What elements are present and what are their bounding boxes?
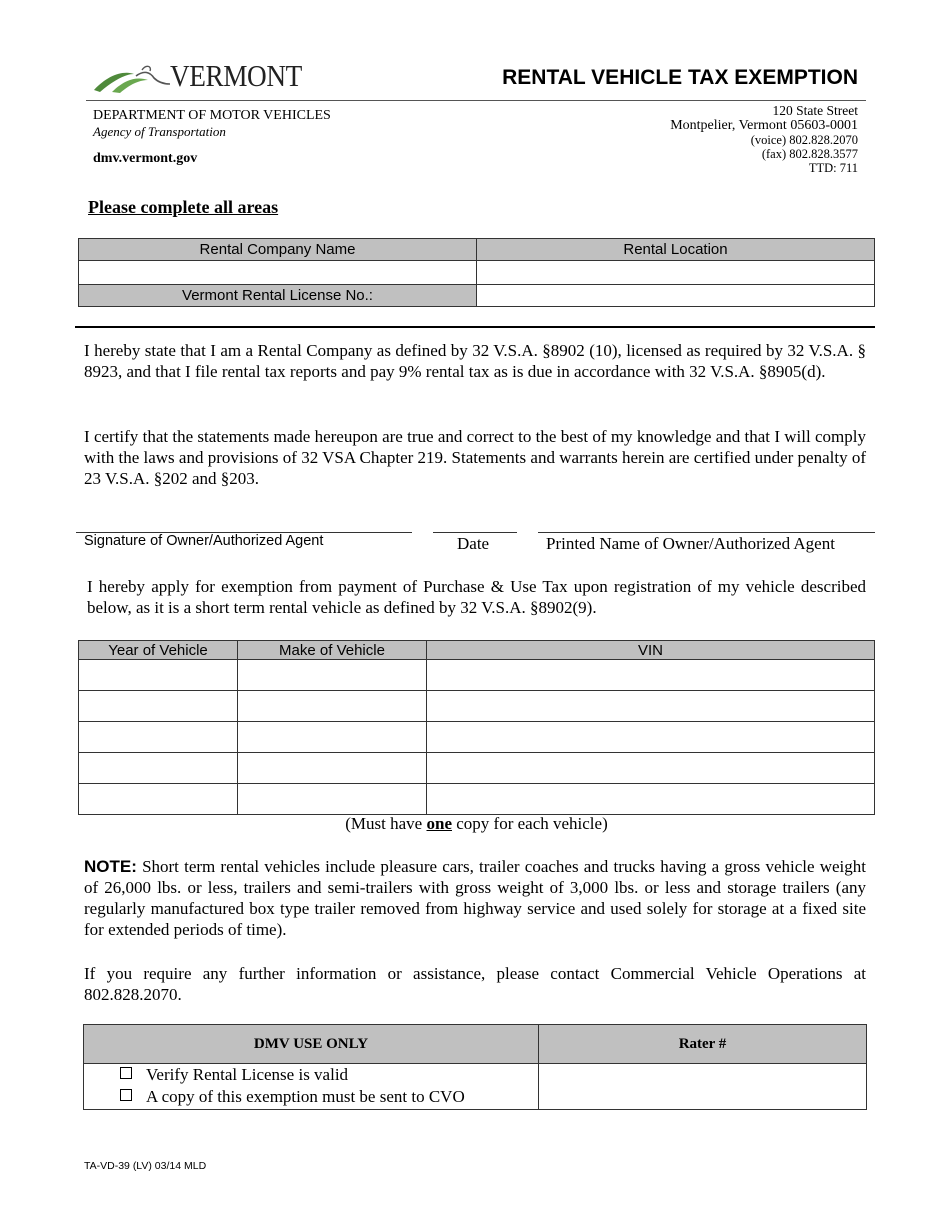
vin-cell[interactable] bbox=[427, 753, 875, 784]
address-block bbox=[670, 103, 858, 175]
form-title: RENTAL VEHICLE TAX EXEMPTION bbox=[502, 66, 858, 89]
year-cell[interactable] bbox=[79, 784, 238, 815]
license-number-field[interactable] bbox=[477, 285, 875, 307]
printed-name-label: Printed Name of Owner/Authorized Agent bbox=[546, 534, 835, 553]
year-cell[interactable] bbox=[79, 722, 238, 753]
agency-name: Agency of Transportation bbox=[93, 124, 226, 139]
signature-label: Signature of Owner/Authorized Agent bbox=[84, 533, 324, 549]
table-row bbox=[79, 722, 875, 753]
logo-wordmark: VERMONT bbox=[170, 58, 302, 93]
make-cell[interactable] bbox=[238, 784, 427, 815]
dmv-use-table bbox=[83, 1024, 867, 1110]
vin-cell[interactable] bbox=[427, 784, 875, 815]
checklist-item-label: Verify Rental License is valid bbox=[146, 1065, 349, 1084]
make-cell[interactable] bbox=[238, 691, 427, 722]
copy-note-suffix: copy for each vehicle) bbox=[451, 814, 608, 833]
make-cell[interactable] bbox=[238, 660, 427, 691]
year-cell[interactable] bbox=[79, 660, 238, 691]
certification-statement: I certify that the statements made hereupon are true and correct to the best of my knowledge and that I will comply with the laws and provisions of 32 VSA Chapter 219. Statements and warrants herein are certified under penalty of 23 V.S.A. §202 and §203. bbox=[84, 427, 866, 488]
exemption-application-text: I hereby apply for exemption from payment of Purchase & Use Tax upon registration of my vehicle described below, as it is a short term rental vehicle as defined by 32 V.S.A. §8902(9). bbox=[87, 577, 866, 617]
company-name-field[interactable] bbox=[79, 261, 477, 285]
year-column-header: Year of Vehicle bbox=[79, 641, 238, 660]
header-divider bbox=[86, 100, 866, 101]
department-name: DEPARTMENT OF MOTOR VEHICLES bbox=[93, 108, 331, 123]
checklist-item bbox=[84, 1086, 538, 1108]
address-voice: (voice) 802.828.2070 bbox=[750, 133, 858, 147]
license-number-label: Vermont Rental License No.: bbox=[79, 285, 477, 307]
dmv-use-header: DMV USE ONLY bbox=[84, 1025, 539, 1064]
address-ttd: TTD: 711 bbox=[808, 161, 858, 175]
table-row bbox=[79, 753, 875, 784]
vin-cell[interactable] bbox=[427, 660, 875, 691]
form-code: TA-VD-39 (LV) 03/14 MLD bbox=[84, 1160, 207, 1172]
rental-company-statement: I hereby state that I am a Rental Company as defined by 32 V.S.A. §8902 (10), licensed as required by 32 V.S.A. § 8923, and that I file rental tax reports and pay 9% rental tax as is due in accordance with 32 V.S.A. §8905(d). bbox=[84, 341, 866, 381]
company-info-table bbox=[78, 238, 875, 307]
instruction-heading: Please complete all areas bbox=[88, 197, 279, 217]
year-cell[interactable] bbox=[79, 753, 238, 784]
year-cell[interactable] bbox=[79, 691, 238, 722]
table-row bbox=[79, 660, 875, 691]
vin-cell[interactable] bbox=[427, 691, 875, 722]
printed-name-field[interactable] bbox=[538, 532, 875, 533]
make-cell[interactable] bbox=[238, 722, 427, 753]
address-street: 120 State Street bbox=[772, 103, 858, 118]
address-city: Montpelier, Vermont 05603-0001 bbox=[670, 118, 858, 133]
note-label: NOTE: bbox=[84, 857, 137, 876]
address-fax: (fax) 802.828.3577 bbox=[761, 147, 858, 161]
date-label: Date bbox=[457, 534, 490, 553]
checklist-item bbox=[84, 1064, 538, 1086]
table-row bbox=[79, 691, 875, 722]
section-divider bbox=[75, 326, 875, 328]
company-name-header: Rental Company Name bbox=[79, 239, 477, 261]
note-paragraph bbox=[84, 856, 866, 940]
contact-paragraph: If you require any further information or assistance, please contact Commercial Vehicle Operations at 802.828.2070. bbox=[84, 964, 866, 1004]
vin-cell[interactable] bbox=[427, 722, 875, 753]
make-cell[interactable] bbox=[238, 753, 427, 784]
date-field[interactable] bbox=[433, 532, 517, 533]
make-column-header: Make of Vehicle bbox=[238, 641, 427, 660]
vehicle-table bbox=[78, 640, 875, 815]
dmv-checklist-cell bbox=[84, 1064, 539, 1110]
checkbox-icon[interactable] bbox=[120, 1089, 132, 1101]
copy-requirement-note bbox=[0, 814, 950, 834]
rental-location-header: Rental Location bbox=[477, 239, 875, 261]
mountain-logo-icon bbox=[92, 62, 172, 96]
checkbox-icon[interactable] bbox=[120, 1067, 132, 1079]
copy-note-prefix: (Must have bbox=[345, 814, 427, 833]
rental-location-field[interactable] bbox=[477, 261, 875, 285]
rater-header: Rater # bbox=[539, 1025, 867, 1064]
rater-number-field[interactable] bbox=[539, 1064, 867, 1110]
vin-column-header: VIN bbox=[427, 641, 875, 660]
table-row bbox=[79, 784, 875, 815]
note-text: Short term rental vehicles include pleasure cars, trailer coaches and trucks having a gross vehicle weight of 26,000 lbs. or less, trailers and semi-trailers with gross weight of 3,000 lbs. or less and storage trailers (any regularly manufactured box type trailer removed from highway service and used solely for storage at a fixed site for extended periods of time). bbox=[84, 857, 866, 939]
checklist-item-label: A copy of this exemption must be sent to CVO bbox=[146, 1087, 465, 1106]
website-link[interactable]: dmv.vermont.gov bbox=[93, 151, 198, 166]
copy-note-emphasis: one bbox=[426, 814, 452, 833]
